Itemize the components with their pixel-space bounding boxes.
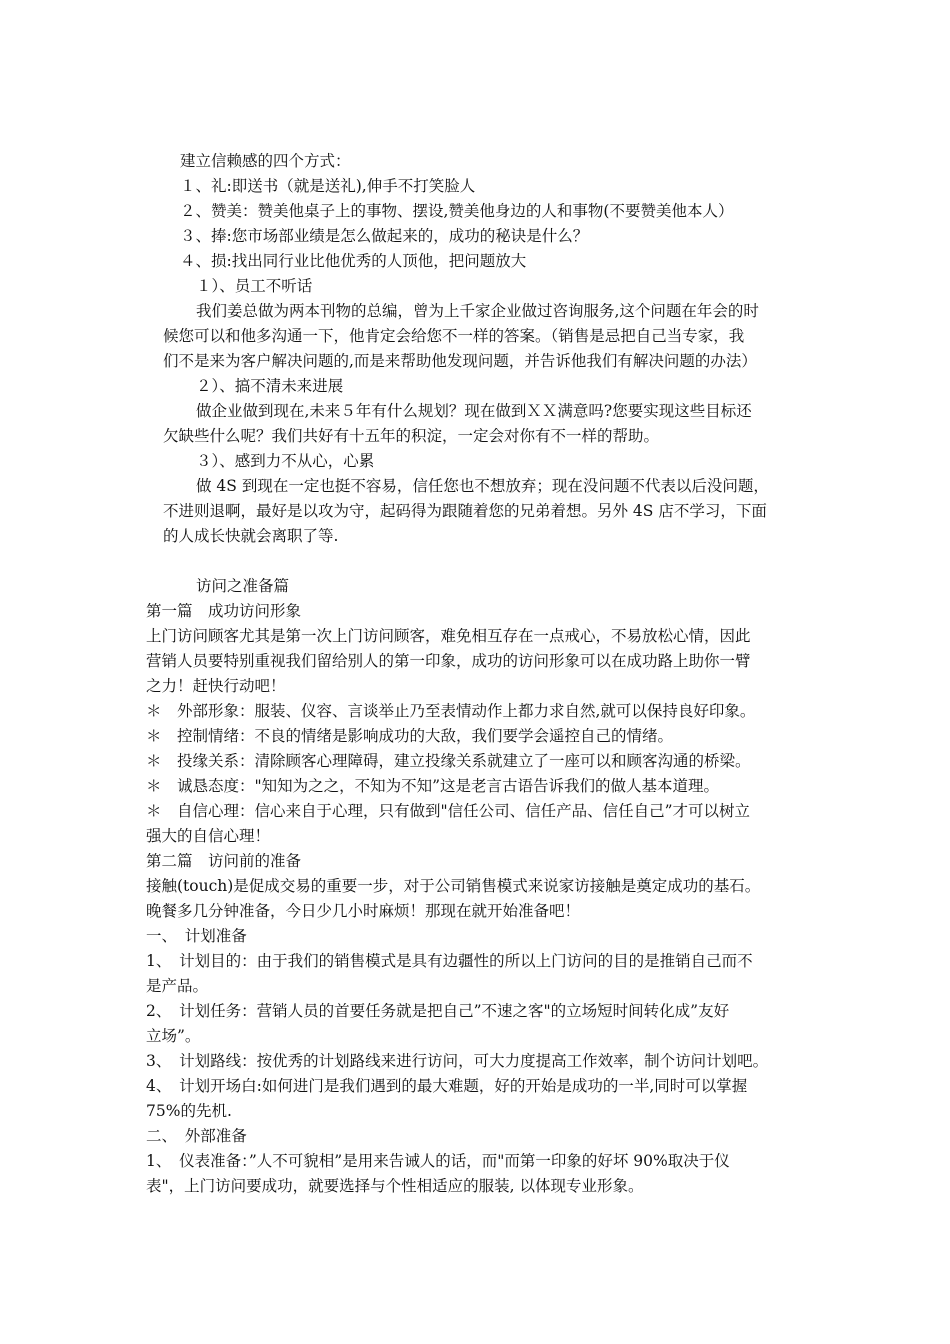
paragraph-line: 1、 计划目的：由于我们的销售模式是具有边疆性的所以上门访问的目的是推销自己而不 [146, 952, 753, 970]
section-heading: 建立信赖感的四个方式： [180, 152, 351, 170]
list-item: ４、损:找出同行业比他优秀的人顶他，把问题放大 [180, 252, 527, 270]
list-item: １、礼:即送书（就是送礼),伸手不打笑脸人 [180, 177, 476, 195]
paragraph-line: 之力！赶快行动吧！ [146, 677, 286, 695]
paragraph-line: 立场”。 [146, 1027, 201, 1045]
paragraph-line: 晚餐多几分钟准备，今日少几小时麻烦！那现在就开始准备吧！ [146, 902, 581, 920]
chapter-title: 第一篇 成功访问形象 [146, 602, 302, 620]
paragraph-line: 上门访问顾客尤其是第一次上门访问顾客，难免相互存在一点戒心，不易放松心情，因此 [146, 627, 751, 645]
paragraph-line: 不进则退啊，最好是以攻为守，起码得为跟随着您的兄弟着想。另外 4S 店不学习，下面 [163, 502, 767, 520]
paragraph-line: 4、 计划开场白:如何进门是我们遇到的最大难题，好的开始是成功的一半,同时可以掌握 [146, 1077, 748, 1095]
bullet-item: ＊ 投缘关系：清除顾客心理障碍，建立投缘关系就建立了一座可以和顾客沟通的桥梁。 [146, 752, 751, 770]
paragraph-line: 们不是来为客户解决问题的,而是来帮助他发现问题，并告诉他我们有解决问题的办法） [163, 352, 757, 370]
subheading: ３）、感到力不从心，心累 [196, 452, 375, 470]
paragraph-line: 1、 仪表准备：”人不可貌相”是用来告诫人的话，而"而第一印象的好坏 90%取决于仪 [146, 1152, 730, 1170]
paragraph-line: 候您可以和他多沟通一下，他肯定会给您不一样的答案。（销售是忌把自己当专家，我 [163, 327, 745, 345]
list-item: ２、赞美：赞美他桌子上的事物、摆设,赞美他身边的人和事物(不要赞美他本人） [180, 202, 734, 220]
paragraph-line: 75%的先机. [146, 1102, 232, 1120]
paragraph-line: 表"，上门访问要成功，就要选择与个性相适应的服装, 以体现专业形象。 [146, 1177, 644, 1195]
paragraph-line: 做企业做到现在,未来５年有什么规划？现在做到ＸＸ满意吗?您要实现这些目标还 [196, 402, 752, 420]
paragraph-line: 2、 计划任务：营销人员的首要任务就是把自己”不速之客"的立场短时间转化成”友好 [146, 1002, 730, 1020]
subheading: １）、员工不听话 [196, 277, 313, 295]
paragraph-line: 我们姜总做为两本刊物的总编，曾为上千家企业做过咨询服务,这个问题在年会的时 [196, 302, 759, 320]
bullet-item: 强大的自信心理！ [146, 827, 271, 845]
section-title: 访问之准备篇 [196, 577, 290, 595]
list-item: ３、捧:您市场部业绩是怎么做起来的，成功的秘诀是什么？ [180, 227, 589, 245]
subheading: 一、 计划准备 [146, 927, 247, 945]
subheading: ２）、搞不清未来进展 [196, 377, 344, 395]
paragraph-line: 欠缺些什么呢？我们共好有十五年的积淀，一定会对你有不一样的帮助。 [163, 427, 660, 445]
bullet-item: ＊ 诚恳态度："知知为之之，不知为不知”这是老言古语告诉我们的做人基本道理。 [146, 777, 720, 795]
bullet-item: ＊ 外部形象：服装、仪容、言谈举止乃至表情动作上都力求自然,就可以保持良好印象。 [146, 702, 756, 720]
bullet-item: ＊ 控制情绪：不良的情绪是影响成功的大敌，我们要学会遥控自己的情绪。 [146, 727, 674, 745]
bullet-item: ＊ 自信心理：信心来自于心理，只有做到"信任公司、信任产品、信任自己”才可以树立 [146, 802, 751, 820]
paragraph-line: 3、 计划路线：按优秀的计划路线来进行访问，可大力度提高工作效率，制个访问计划吧。 [146, 1052, 769, 1070]
paragraph-line: 接触(touch)是促成交易的重要一步，对于公司销售模式来说家访接触是奠定成功的基石。 [146, 877, 761, 895]
paragraph-line: 的人成长快就会离职了等. [163, 527, 339, 545]
paragraph-line: 是产品。 [146, 977, 209, 995]
paragraph-line: 做 4S 到现在一定也挺不容易，信任您也不想放弃；现在没问题不代表以后没问题， [196, 477, 769, 495]
subheading: 二、 外部准备 [146, 1127, 247, 1145]
paragraph-line: 营销人员要特别重视我们留给别人的第一印象，成功的访问形象可以在成功路上助你一臂 [146, 652, 751, 670]
chapter-title: 第二篇 访问前的准备 [146, 852, 302, 870]
